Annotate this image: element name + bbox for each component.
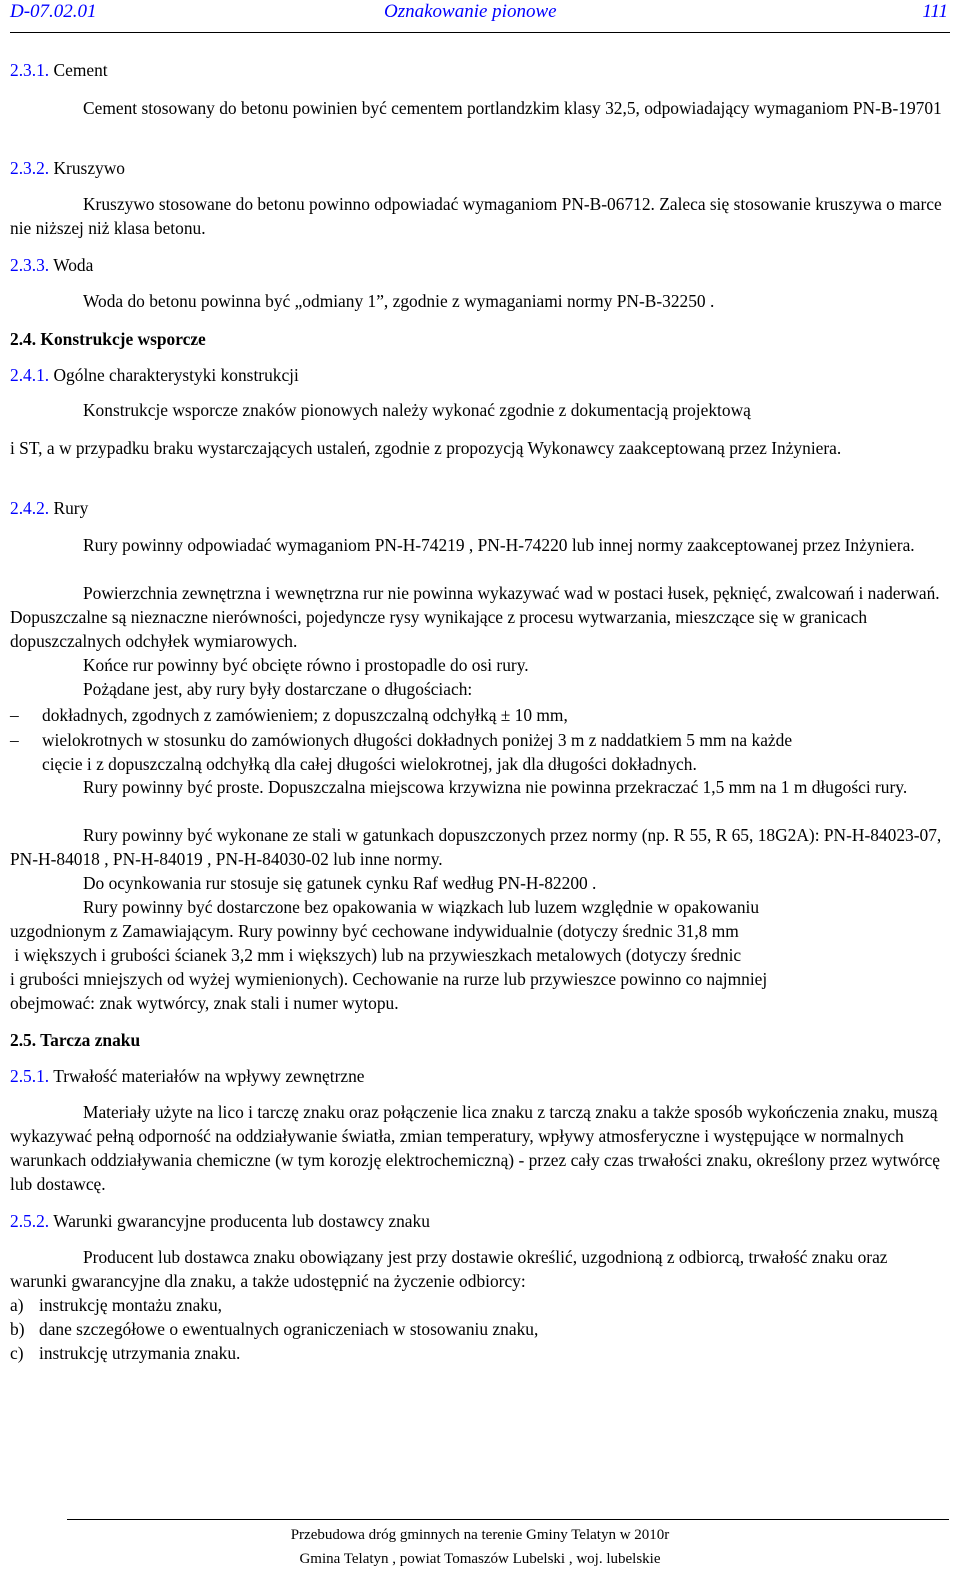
- page-header: [10, 0, 948, 24]
- list-item-dash-1: – dokładnych, zgodnych z zamówieniem; z dopuszczalną odchyłką ± 10 mm,: [10, 705, 568, 725]
- heading-2-3-3: 2.3.3. Woda: [10, 255, 94, 275]
- paragraph-kruszywo: Kruszywo stosowane do betonu powinno odpowiadać wymaganiom PN-B-06712. Zaleca się stosowanie kruszywa o marce nie niższej niż klasa betonu.: [10, 194, 942, 238]
- heading-2-4-1: 2.4.1. Ogólne charakterystyki konstrukcji: [10, 365, 299, 385]
- paragraph-rury-7: Do ocynkowania rur stosuje się gatunek cynku Raf według PN-H-82200 .: [83, 873, 597, 893]
- heading-2-3-1: 2.3.1. Cement: [10, 60, 108, 80]
- paragraph-rury-2: Powierzchnia zewnętrzna i wewnętrzna rur nie powinna wykazywać wad w postaci łusek, pęknięć, zwalcowań i naderwań. Dopuszczalne są nieznaczne nierówności, pojedyncze rysy wynikające z procesu wytwarzania, mieszczące się w granicach dopuszczalnych odchyłek wymiarowych.: [10, 583, 940, 651]
- doc-code: D-07.02.01: [10, 1, 97, 22]
- paragraph-rury-8: Rury powinny być dostarczone bez opakowania w wiązkach lub luzem względnie w opakowaniu uzgodnionym z Zamawiającym. Rury powinny być cechowane indywidualnie (dotyczy średnic 31,8 mm i większych i grubości ścianek 3,2 mm i większych) lub na przywieszkach metalowych (dotyczy średnic i grubości mniejszych od wyżej wymienionych). Cechowanie na rurze lub przywieszce powinno co najmniej obejmować: znak wytwórcy, znak stali i numer wytopu.: [10, 897, 768, 1013]
- paragraph-rury-6: Rury powinny być wykonane ze stali w gatunkach dopuszczonych przez normy (np. R 55, R 65, 18G2A): PN-H-84023-07, PN-H-84018 , PN-H-84019 , PN-H-84030-02 lub inne normy.: [10, 825, 942, 869]
- doc-title: Oznakowanie pionowe: [384, 1, 557, 22]
- paragraph-gwarancja: Producent lub dostawca znaku obowiązany jest przy dostawie określić, uzgodnioną z odbiorcą, trwałość znaku oraz warunki gwarancyjne dla znaku, a także udostępnić na życzenie odbiorcy:: [10, 1247, 888, 1291]
- heading-2-4: 2.4. Konstrukcje wsporcze: [10, 329, 206, 349]
- list-item-b: b) dane szczegółowe o ewentualnych ograniczeniach w stosowaniu znaku,: [10, 1319, 539, 1339]
- heading-2-5: 2.5. Tarcza znaku: [10, 1030, 141, 1050]
- heading-2-3-2: 2.3.2. Kruszywo: [10, 158, 125, 178]
- dash-bullet: –: [10, 705, 19, 725]
- paragraph-rury-5: Rury powinny być proste. Dopuszczalna miejscowa krzywizna nie powinna przekraczać 1,5 mm na 1 m długości rury.: [83, 777, 908, 797]
- paragraph-trwalosc: Materiały użyte na lico i tarczę znaku oraz połączenie lica znaku z tarczą znaku a także sposób wykończenia znaku, muszą wykazywać pełną odporność na oddziaływanie światła, zmian temperatury, wpływy atmosferyczne i występujące w normalnych warunkach oddziaływania chemiczne (w tym korozję elektrochemiczną) - przez cały czas trwałości znaku, określony przez wytwórcę lub dostawcę.: [10, 1102, 940, 1194]
- list-item-dash-2: – wielokrotnych w stosunku do zamówionych długości dokładnych poniżej 3 m z naddatkiem 5 mm na każde cięcie i z dopuszczalną odchyłką dla całej długości wielokrotnej, jak dla długości dokładnych.: [10, 730, 793, 774]
- footer-line-1: Przebudowa dróg gminnych na terenie Gminy Telatyn w 2010r: [290, 1527, 670, 1543]
- paragraph-rury-4: Pożądane jest, aby rury były dostarczane o długościach:: [83, 679, 473, 699]
- heading-2-5-2: 2.5.2. Warunki gwarancyjne producenta lub dostawcy znaku: [10, 1211, 430, 1231]
- page-number: 111: [922, 1, 948, 22]
- dash-bullet: –: [10, 730, 19, 750]
- paragraph-konstrukcje-2: i ST, a w przypadku braku wystarczających ustaleń, zgodnie z propozycją Wykonawcy zaakceptowaną przez Inżyniera.: [10, 438, 842, 458]
- header-divider: [10, 32, 950, 33]
- paragraph-rury-1: Rury powinny odpowiadać wymaganiom PN-H-74219 , PN-H-74220 lub innej normy zaakceptowanej przez Inżyniera.: [83, 535, 915, 555]
- paragraph-woda: Woda do betonu powinna być „odmiany 1”, zgodnie z wymaganiami normy PN-B-32250 .: [83, 291, 715, 311]
- paragraph-cement: Cement stosowany do betonu powinien być cementem portlandzkim klasy 32,5, odpowiadający wymaganiom PN-B-19701: [83, 98, 942, 118]
- footer-line-2: Gmina Telatyn , powiat Tomaszów Lubelski , woj. lubelskie: [299, 1551, 661, 1567]
- list-item-a: a) instrukcję montażu znaku,: [10, 1295, 223, 1315]
- heading-2-4-2: 2.4.2. Rury: [10, 498, 89, 518]
- list-item-c: c) instrukcję utrzymania znaku.: [10, 1343, 241, 1363]
- heading-2-5-1: 2.5.1. Trwałość materiałów na wpływy zewnętrzne: [10, 1066, 365, 1086]
- paragraph-konstrukcje-1: Konstrukcje wsporcze znaków pionowych należy wykonać zgodnie z dokumentacją projektową: [83, 400, 751, 420]
- footer-divider: [67, 1519, 949, 1520]
- paragraph-rury-3: Końce rur powinny być obcięte równo i prostopadle do osi rury.: [83, 655, 529, 675]
